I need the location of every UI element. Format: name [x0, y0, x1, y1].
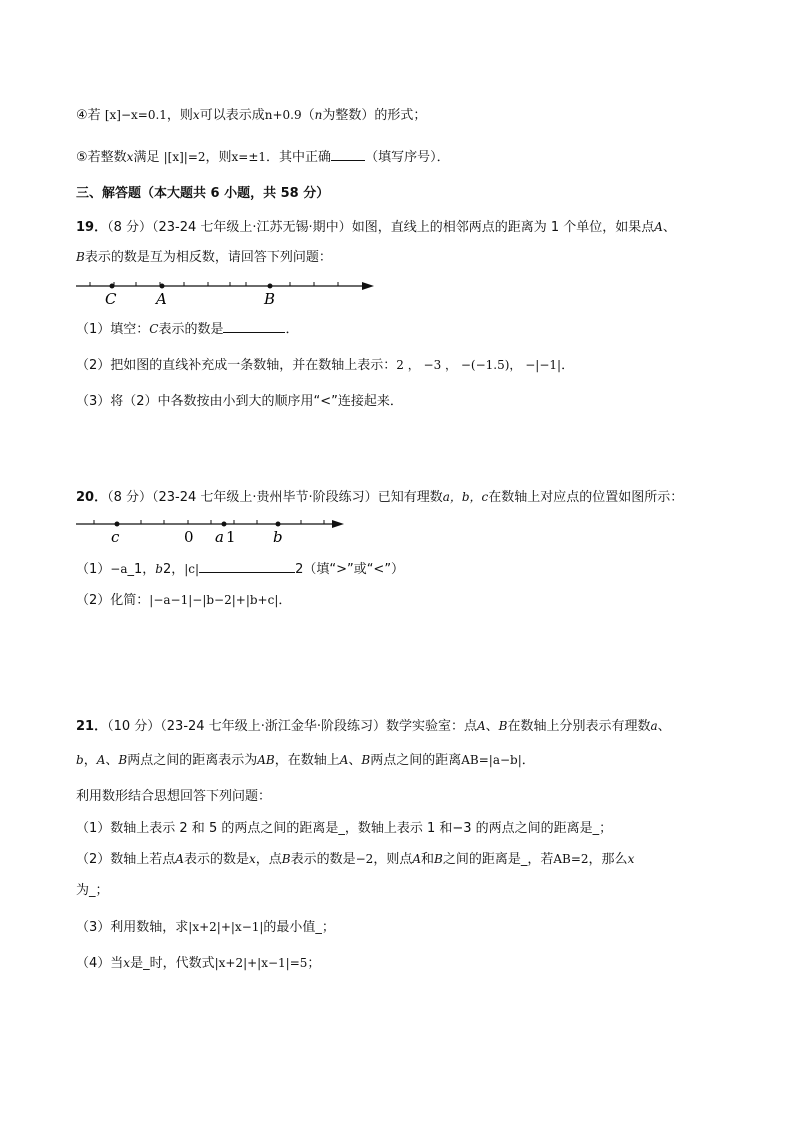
statement-4: ④若 [x]−x=0.1，则x可以表示成n+0.9（n为整数）的形式； — [76, 108, 427, 123]
q19-part2: （2）把如图的直线补充成一条数轴，并在数轴上表示：2 ， −3 ， −(−1.5)， −|−1|． — [76, 358, 575, 373]
point-a — [160, 284, 165, 289]
label-b: b — [273, 528, 283, 546]
point-b — [276, 522, 281, 527]
point-c — [115, 522, 120, 527]
section-title: 三、解答题（本大题共 6 小题，共 58 分） — [76, 186, 330, 201]
q21-intro: 利用数形结合思想回答下列问题： — [76, 789, 272, 804]
label-a: a — [215, 528, 224, 546]
q21-part2-line2: 为_； — [76, 883, 109, 898]
point-c — [110, 284, 115, 289]
numbers-to-plot: 2 ， −3 ， −(−1.5)， −|−1| — [396, 358, 562, 372]
question-number: 21． — [76, 719, 108, 734]
circled-number-5: ⑤ — [76, 150, 88, 165]
answer-blank[interactable] — [199, 560, 295, 573]
q21-stem-line2: b，A、B两点之间的距离表示为AB，在数轴上A、B两点之间的距离AB=|a−b|． — [76, 753, 535, 768]
statement-5: ⑤若整数x满足 |[x]|=2，则x=±1．其中正确 （填写序号）． — [76, 150, 450, 165]
q20-number-line — [74, 514, 354, 548]
label-c: c — [111, 528, 120, 546]
answer-blank[interactable] — [331, 148, 365, 161]
q21-stem-line1: 21．（10 分）（23-24 七年级上·浙江金华·阶段练习）数学实验室：点A、B在数轴上分别表示有理数a、 — [76, 719, 671, 734]
label-b: B — [264, 290, 276, 308]
floor-expression: [x]−x=0.1 — [104, 108, 167, 122]
q20-part1: （1）−a_1，b2，|c| 2（填“>”或“<”） — [76, 562, 405, 577]
q19-stem-line1: 19．（8 分）（23-24 七年级上·江苏无锡·期中）如图，直线上的相邻两点的距离为 1 个单位，如果点A、 — [76, 220, 676, 235]
question-number: 20． — [76, 490, 108, 505]
label-1: 1 — [226, 528, 236, 546]
circled-number-4: ④ — [76, 108, 88, 123]
q20-part2: （2）化简：|−a−1|−|b−2|+|b+c|． — [76, 593, 292, 608]
expression: |x+2|+|x−1| — [188, 920, 264, 934]
expression: |−a−1|−|b−2|+|b+c| — [149, 593, 279, 607]
q19-number-line — [74, 276, 384, 310]
q21-part4: （4）当x是_时，代数式|x+2|+|x−1|=5； — [76, 956, 321, 971]
label-0: 0 — [184, 528, 194, 546]
equation: |x+2|+|x−1|=5 — [214, 956, 308, 970]
q21-part2-line1: （2）数轴上若点A表示的数是x，点B表示的数是−2，则点A和B之间的距离是_，若AB=2，那么x — [76, 852, 635, 867]
q21-part1: （1）数轴上表示 2 和 5 的两点之间的距离是_，数轴上表示 1 和−3 的两点之间的距离是_； — [76, 821, 613, 836]
q19-part3: （3）将（2）中各数按由小到大的顺序用“<”连接起来． — [76, 394, 403, 409]
point-a — [222, 522, 227, 527]
q21-part3: （3）利用数轴，求|x+2|+|x−1|的最小值_； — [76, 920, 335, 935]
distance-formula: AB=|a−b| — [461, 753, 522, 767]
question-number: 19． — [76, 220, 108, 235]
point-b — [268, 284, 273, 289]
q19-stem-line2: B表示的数是互为相反数，请回答下列问题： — [76, 250, 332, 265]
label-a: A — [156, 290, 167, 308]
label-c: C — [105, 290, 117, 308]
q20-stem: 20．（8 分）（23-24 七年级上·贵州毕节·阶段练习）已知有理数a，b，c在数轴上对应点的位置如图所示： — [76, 490, 684, 505]
q19-part1: （1）填空：C表示的数是 ． — [76, 322, 299, 337]
answer-blank[interactable] — [223, 320, 285, 333]
